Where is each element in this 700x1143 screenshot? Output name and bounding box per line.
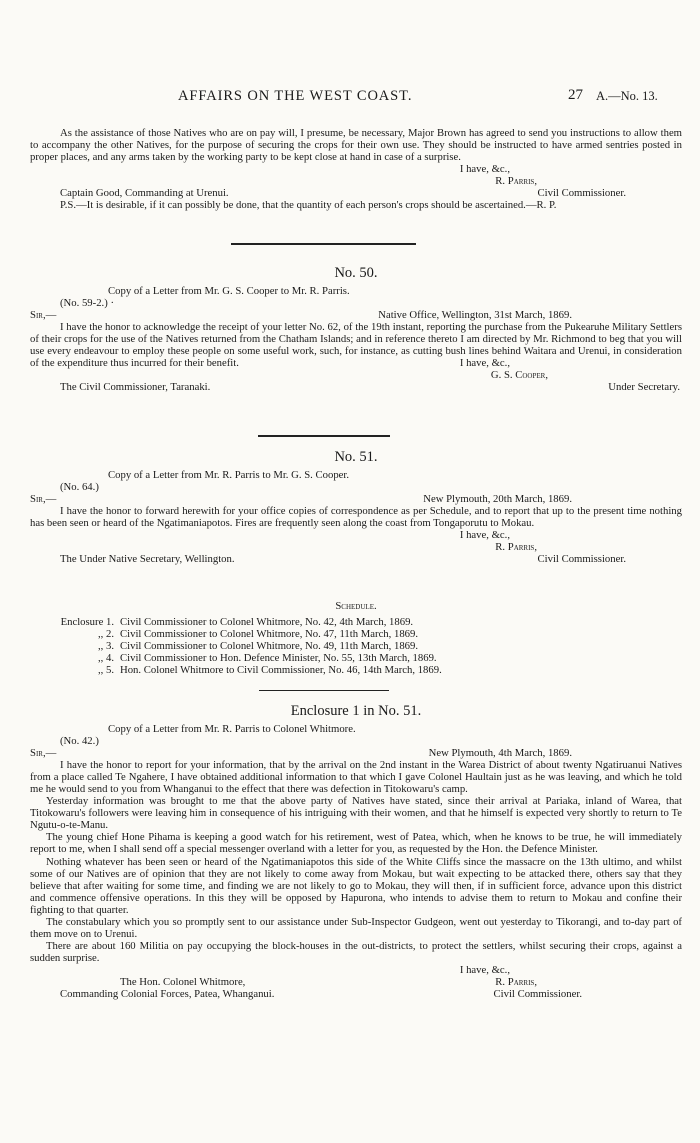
- letter-close: I have, &c.,: [459, 529, 510, 542]
- letter-opening: [30, 493, 682, 505]
- letter-footer: [30, 553, 682, 565]
- letter-signer: R. Parris,: [495, 975, 537, 988]
- letter-signer: G. S. Cooper,: [490, 369, 548, 382]
- dateline: New Plymouth, 20th March, 1869.: [423, 493, 572, 506]
- enclosure-mark: ,, 4.: [97, 652, 114, 665]
- letter-heading: Enclosure 1 in No. 51.: [290, 703, 422, 719]
- letter-paragraph: The young chief Hone Pihama is keeping a good watch for his retirement, west of Patea, which, when he knows to be true, he will immediately report to me, when I shall send off a special messenger overland with a letter for you, as requested by the Hon. the Defence Minister.: [30, 831, 682, 856]
- letter-signer-title: Under Secretary.: [608, 381, 680, 394]
- list-item: [30, 628, 682, 640]
- salutation: Sir,—: [30, 493, 57, 506]
- intro-letter: [30, 127, 682, 211]
- enclosure-description: Civil Commissioner to Colonel Whitmore, No. 47, 11th March, 1869.: [120, 628, 419, 641]
- letter-subtitle: Copy of a Letter from Mr. R. Parris to Colonel Whitmore.: [108, 723, 356, 735]
- letter-body: I have the honor to acknowledge the receipt of your letter No. 62, of the 19th instant, reporting the purchase from the Pukearuhe Military Settlers of their crops for the use of the Natives returned from the Chatham Islands; and in reference thereto I am directed by Mr. Richmond to beg that you will use every endeavour to employ these people on some useful work, such, for instance, as cutting bush lines behind Waitara and Urenui, in consideration of the expenditure thus incurred for their benefit.: [30, 321, 682, 370]
- letter-reference: (No. 59-2.) ·: [60, 297, 115, 310]
- letter-heading: No. 50.: [334, 265, 378, 281]
- enclosure-1-letter: [30, 703, 682, 1000]
- salutation: Sir,—: [30, 309, 57, 322]
- enclosure-description: Civil Commissioner to Colonel Whitmore, No. 42, 4th March, 1869.: [120, 616, 414, 629]
- letter-opening: [30, 309, 682, 321]
- letter-paragraph: Nothing whatever has been seen or heard of the Ngatimaniapotos this side of the White Cliffs since the massacre on the 13th ultimo, and whilst some of our Natives are of opinion that they are not likely to come away from Mokau, but wait expecting to be attacked there, others say that they believe that after waiting for some time, and finding we are not likely to go to Mokau, they will then, if in sufficient force, advance upon this district and commence offensive operations. In this they will be opposed by Hapurona, who intends to advise them to return to Mokau and confine their fighting to that quarter.: [30, 855, 682, 916]
- list-item: [30, 664, 682, 676]
- salutation: Sir,—: [30, 747, 57, 760]
- list-item: [30, 640, 682, 652]
- list-item: [30, 652, 682, 664]
- letter-signer: R. Parris,: [495, 541, 537, 554]
- letter-addressee: The Civil Commissioner, Taranaki.: [60, 381, 211, 394]
- running-header: [0, 87, 700, 106]
- letter-signer-title: Civil Commissioner.: [537, 553, 626, 566]
- enclosure-mark: ,, 3.: [97, 640, 114, 653]
- section-divider: [259, 690, 389, 691]
- enclosure-description: Hon. Colonel Whitmore to Civil Commissioner, No. 46, 14th March, 1869.: [120, 664, 442, 677]
- dateline: New Plymouth, 4th March, 1869.: [428, 747, 572, 760]
- letter-footer-2: [30, 988, 682, 1000]
- letter-body: I have the honor to forward herewith for your office copies of correspondence as per Schedule, and to report that up to the present time nothing has been seen or heard of the Ngatimaniapotos. Fires are frequently seen along the coast from Tongaporutu to Mokau.: [30, 505, 682, 530]
- letter-no-51: [30, 449, 682, 565]
- intro-postscript: P.S.—It is desirable, if it can possibly be done, that the quantity of each person's crops should be ascertained.—R. P.: [60, 199, 557, 212]
- letter-reference: (No. 64.): [60, 481, 99, 494]
- letter-addressee: The Under Native Secretary, Wellington.: [60, 553, 235, 566]
- letter-footer: [30, 381, 682, 393]
- intro-footer: [30, 187, 682, 199]
- letter-reference: (No. 42.): [60, 735, 99, 748]
- letter-paragraph: There are about 160 Militia on pay occupying the block-houses in the out-districts, to protect the settlers, whilst securing their crops, against a sudden surprise.: [30, 939, 682, 964]
- page-number: 27: [568, 87, 583, 103]
- letter-close: I have, &c.,: [459, 357, 510, 370]
- intro-close: I have, &c.,: [459, 163, 510, 176]
- letter-footer-1: [30, 976, 682, 988]
- letter-opening: [30, 747, 682, 759]
- letter-paragraph: The constabulary which you so promptly sent to our assistance under Sub-Inspector Gudgeon, went out yesterday to Tikorangi, and to-day part of them move on to Urenui.: [30, 915, 682, 940]
- intro-signer-title: Civil Commissioner.: [537, 187, 626, 200]
- list-item: [30, 616, 682, 628]
- intro-signer: R. Parris,: [495, 175, 537, 188]
- letter-heading: No. 51.: [334, 449, 378, 465]
- enclosure-description: Civil Commissioner to Colonel Whitmore, No. 49, 11th March, 1869.: [120, 640, 419, 653]
- enclosure-mark: ,, 5.: [97, 664, 114, 677]
- letter-no-50: [30, 265, 682, 393]
- section-divider: [258, 435, 390, 437]
- schedule-heading: Schedule.: [335, 600, 377, 612]
- intro-addressee: Captain Good, Commanding at Urenui.: [60, 187, 229, 200]
- letter-close: I have, &c.,: [459, 963, 510, 976]
- page-header-title: AFFAIRS ON THE WEST COAST.: [178, 88, 413, 104]
- letter-subtitle: Copy of a Letter from Mr. G. S. Cooper to Mr. R. Parris.: [108, 285, 350, 297]
- dateline: Native Office, Wellington, 31st March, 1869.: [378, 309, 572, 322]
- schedule-list: [30, 616, 682, 676]
- enclosure-description: Civil Commissioner to Hon. Defence Minister, No. 55, 13th March, 1869.: [120, 652, 437, 665]
- letter-addressee-detail: Commanding Colonial Forces, Patea, Whanganui.: [60, 988, 275, 1001]
- letter-signer-title: Civil Commissioner.: [493, 988, 582, 1001]
- document-reference: A.—No. 13.: [596, 89, 658, 103]
- letter-subtitle: Copy of a Letter from Mr. R. Parris to Mr. G. S. Cooper.: [108, 469, 350, 481]
- schedule: [30, 600, 682, 676]
- letter-addressee: The Hon. Colonel Whitmore,: [120, 975, 246, 988]
- enclosure-mark: ,, 2.: [97, 628, 114, 641]
- intro-body: As the assistance of those Natives who are on pay will, I presume, be necessary, Major Brown has agreed to send you instructions to allow them to accompany the other Natives, for the purpose of securing the crops for their own use. They should be instructed to have armed sentries posted in proper places, and any arms taken by the working party to be kept close at hand in case of a surprise.: [30, 127, 682, 164]
- enclosure-mark: Enclosure 1.: [60, 616, 114, 629]
- section-divider: [231, 243, 416, 245]
- letter-paragraph: I have the honor to report for your information, that by the arrival on the 2nd instant in the Warea District of about twenty Ngatiruanui Natives from a place called Te Ngahere, I have obtained additional information to that which I gave Colonel Haultain just as he was leaving, and which he told me he would send to you from Whanganui to the effect that there was defection in Titokowaru's camp.: [30, 759, 682, 796]
- letter-paragraph: Yesterday information was brought to me that the above party of Natives have stated, since their arrival at Pariaka, inland of Warea, that Titokowaru's followers were leaving him in consequence of his intriguing with their women, and that he himself is expected very shortly to return to Te Ngutu-o-te-Manu.: [30, 795, 682, 832]
